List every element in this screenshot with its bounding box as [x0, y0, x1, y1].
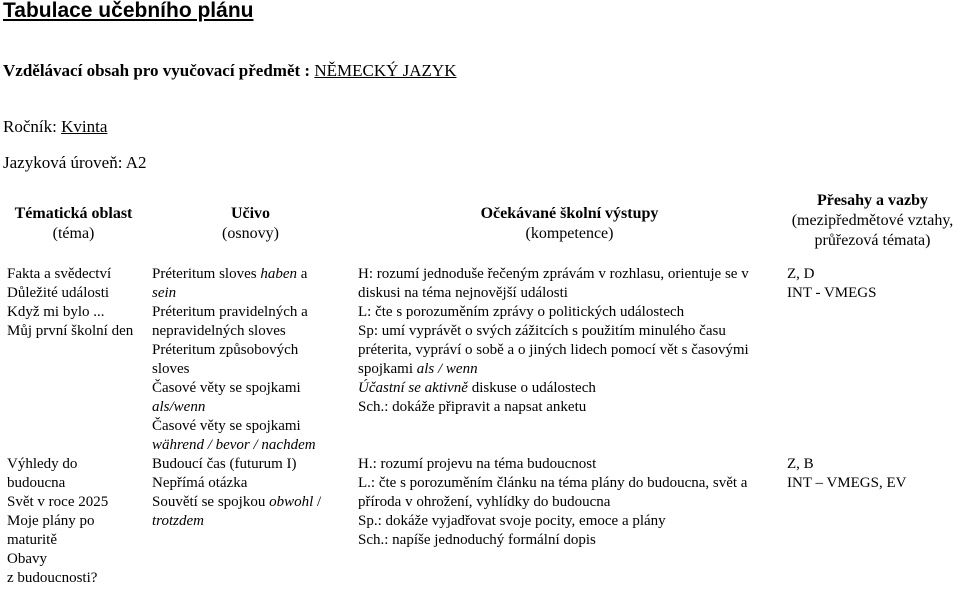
outcome-line [358, 322, 779, 379]
table-row [0, 455, 960, 591]
content-line [152, 265, 354, 284]
content-line: sloves [152, 361, 190, 377]
outcome-text: diskuse o událostech [471, 380, 596, 396]
content-line: während / bevor / nachdem [152, 437, 316, 453]
content-text: Préteritum sloves [152, 266, 261, 282]
header-content [147, 191, 354, 265]
grade-line [3, 117, 107, 137]
table-row [0, 265, 960, 455]
content-cell [147, 455, 354, 591]
outcomes-cell [354, 455, 785, 591]
subject-label: Vzdělávací obsah pro vyučovací předmět [3, 61, 301, 80]
content-line: sein [152, 285, 177, 301]
links-line: Z, D [787, 266, 815, 282]
topic-cell [0, 455, 147, 591]
content-line: Časové věty se spojkami [152, 380, 301, 396]
content-text: / [313, 494, 322, 510]
outcome-line: L: čte s porozuměním zprávy o politických událostech [358, 304, 685, 320]
outcome-line: H: rozumí jednoduše řečeným zprávám v rozhlasu, orientuje se v diskusi na téma nejnovější události [358, 266, 749, 301]
subject-separator: : [300, 61, 315, 80]
content-line: Budoucí čas (futurum I) [152, 456, 297, 472]
header-content-title: Učivo [230, 205, 271, 222]
content-text-italic: haben [260, 266, 297, 282]
header-links-sub: (mezipředmětové vztahy, průřezová témata) [791, 212, 954, 249]
topic-line: Svět v roce 2025 [7, 494, 109, 510]
links-cell [785, 455, 960, 591]
outcome-text: Sp: umí vyprávět o svých zážitcích s použitím minulého času préterita, vypráví o sobě a o jiných lidech pomocí vět s časovými spojkami [358, 323, 749, 377]
outcome-line [358, 379, 779, 398]
subject-line [3, 61, 456, 81]
header-outcomes-title: Očekávané školní výstupy [480, 205, 659, 222]
content-text: Souvětí se spojkou [152, 494, 270, 510]
content-line: nepravidelných sloves [152, 323, 286, 339]
grade-value: Kvinta [61, 117, 108, 136]
content-cell [147, 265, 354, 455]
topic-line: Moje plány po [7, 513, 95, 529]
topic-line: maturitě [7, 532, 57, 548]
outcome-text-italic: Účastní se aktivně [358, 380, 472, 396]
topic-line: Obavy [7, 551, 47, 567]
topic-cell [0, 265, 147, 455]
topic-line: Důležité události [7, 285, 110, 301]
subject-value: NĚMECKÝ JAZYK [314, 61, 457, 80]
content-line [152, 493, 354, 512]
outcome-line: Sch.: dokáže připravit a napsat anketu [358, 399, 587, 415]
page-title: Tabulace učebního plánu [3, 0, 254, 22]
links-line: Z, B [787, 456, 814, 472]
topic-line: budoucna [7, 475, 66, 491]
topic-line: Výhledy do [7, 456, 78, 472]
curriculum-table [0, 191, 960, 591]
topic-line: Když mi bylo ... [7, 304, 105, 320]
outcome-line: Sp.: dokáže vyjadřovat svoje pocity, emoce a plány [358, 513, 666, 529]
grade-label: Ročník: [3, 117, 62, 136]
outcome-line: Sch.: napíše jednoduchý formální dopis [358, 532, 596, 548]
outcome-line: H.: rozumí projevu na téma budoucnost [358, 456, 597, 472]
content-text-italic: obwohl [269, 494, 314, 510]
content-line: Préteritum pravidelných a [152, 304, 308, 320]
header-links [785, 191, 960, 265]
outcome-line: L.: čte s porozuměním článku na téma plány do budoucna, svět a příroda v ohrožení, vyhlídky do budoucna [358, 475, 748, 510]
links-cell [785, 265, 960, 455]
topic-line: z budoucnosti? [7, 570, 98, 586]
header-outcomes [354, 191, 785, 265]
header-topic [0, 191, 147, 265]
header-topic-title: Tématická oblast [14, 205, 133, 222]
links-line: INT - VMEGS [787, 285, 877, 301]
topic-line: Fakta a svědectví [7, 266, 112, 282]
header-content-sub: (osnovy) [222, 225, 279, 242]
header-topic-sub: (téma) [52, 225, 95, 242]
links-line: INT – VMEGS, EV [787, 475, 907, 491]
header-outcomes-sub: (kompetence) [525, 225, 614, 242]
topic-line: Můj první školní den [7, 323, 134, 339]
content-line: trotzdem [152, 513, 204, 529]
content-line: als/wenn [152, 399, 206, 415]
content-text: a [297, 266, 308, 282]
header-links-title: Přesahy a vazby [816, 192, 929, 209]
outcomes-cell [354, 265, 785, 455]
content-line: Nepřímá otázka [152, 475, 248, 491]
language-level: Jazyková úroveň: A2 [3, 153, 147, 172]
outcome-text-italic: als / wenn [416, 361, 478, 377]
content-line: Časové věty se spojkami [152, 418, 301, 434]
table-header-row [0, 191, 960, 265]
content-line: Préteritum způsobových [152, 342, 299, 358]
